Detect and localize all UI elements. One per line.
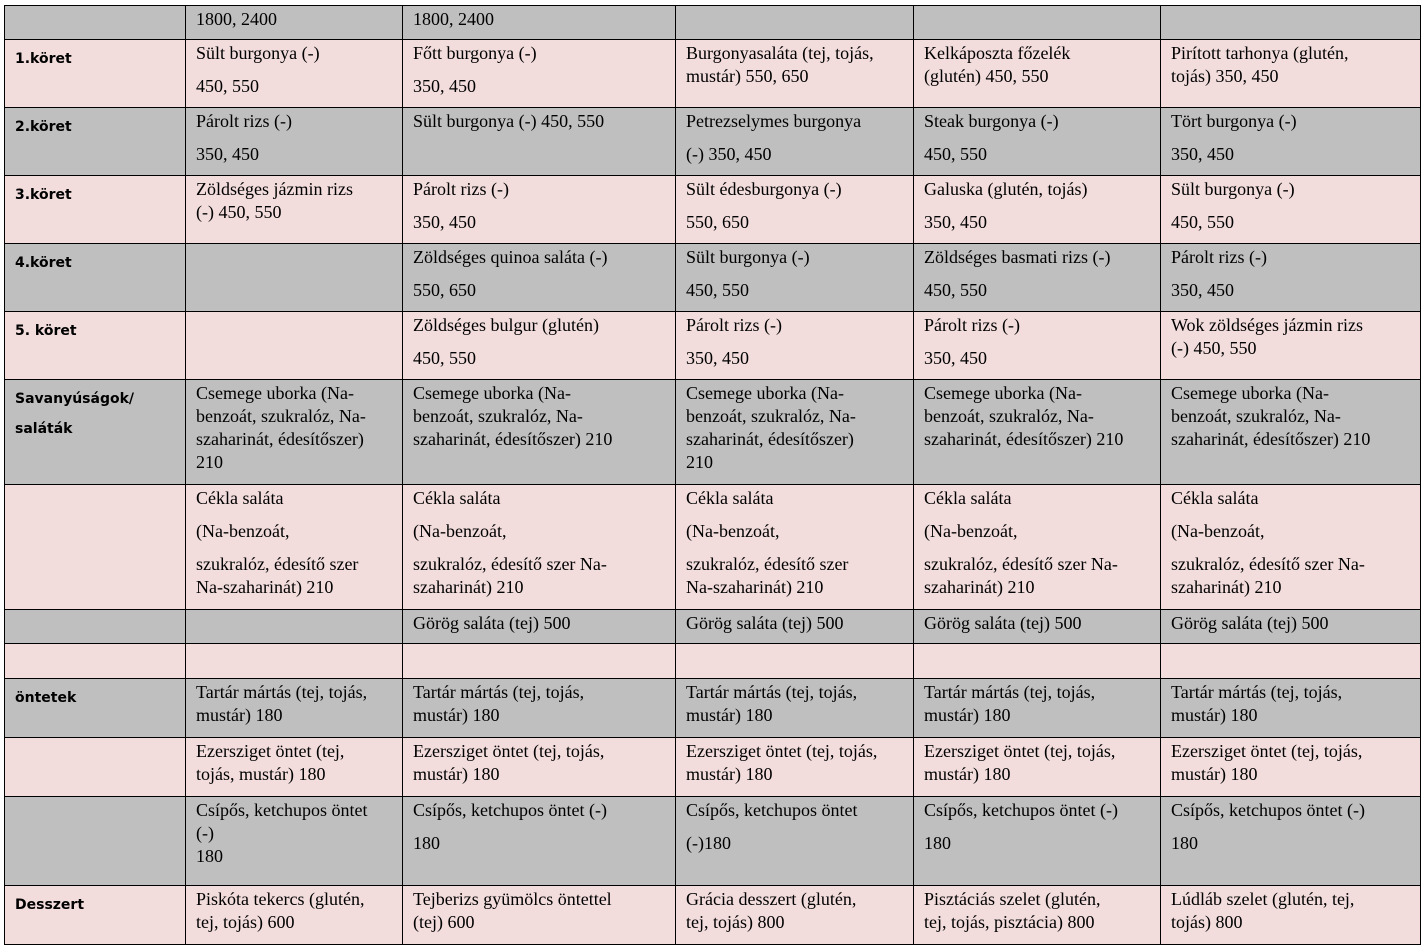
cell-text-line	[924, 269, 1150, 279]
cell-text-line: (Na-benzoát,	[1171, 521, 1265, 541]
cell-text-line: Tartár mártás (tej, tojás,	[196, 682, 368, 702]
menu-cell	[1161, 679, 1421, 738]
menu-cell	[914, 886, 1161, 945]
row-label-cell	[5, 644, 186, 679]
cell-text-line: mustár) 180	[686, 764, 773, 784]
menu-cell	[186, 6, 403, 40]
menu-row	[5, 312, 1421, 380]
menu-cell	[676, 176, 914, 244]
cell-text-line: tej, tojás) 600	[196, 912, 295, 932]
menu-cell	[186, 40, 403, 108]
cell-text-line: szaharinát, édesítőszer) 210	[1171, 429, 1371, 449]
cell-text-line	[686, 337, 903, 347]
row-label-cell	[5, 679, 186, 738]
cell-text-line	[413, 543, 665, 553]
cell-text-line: Cékla saláta	[1171, 488, 1259, 508]
menu-cell	[914, 797, 1161, 886]
cell-text-line: mustár) 180	[686, 705, 773, 725]
menu-cell	[1161, 380, 1421, 485]
menu-cell	[1161, 176, 1421, 244]
cell-text-line: Csípős, ketchupos öntet (-)	[924, 800, 1118, 820]
cell-text-line	[413, 269, 665, 279]
cell-text-line: benzoát, szukralóz, Na-	[196, 406, 366, 426]
menu-cell	[676, 797, 914, 886]
cell-text-line: Ezersziget öntet (tej, tojás,	[924, 741, 1116, 761]
cell-text-line	[196, 510, 392, 520]
cell-text-line	[924, 510, 1150, 520]
cell-text-line	[413, 822, 665, 832]
cell-text-line: Steak burgonya (-)	[924, 111, 1059, 131]
menu-cell	[403, 40, 676, 108]
cell-text-line	[1171, 822, 1410, 832]
cell-text-line: szukralóz, édesítő szer Na-	[413, 554, 607, 574]
row-label-cell	[5, 176, 186, 244]
menu-cell	[1161, 6, 1421, 40]
cell-text-line: (Na-benzoát,	[924, 521, 1018, 541]
menu-cell	[186, 244, 403, 312]
cell-text-line	[686, 201, 903, 211]
cell-text-line: mustár) 180	[1171, 764, 1258, 784]
menu-cell	[914, 6, 1161, 40]
menu-cell	[914, 108, 1161, 176]
cell-text-line: Tejberizs gyümölcs öntettel	[413, 889, 612, 909]
row-label: 3.köret	[15, 187, 72, 203]
cell-text-line: benzoát, szukralóz, Na-	[924, 406, 1094, 426]
cell-text-line: Pisztáciás szelet (glutén,	[924, 889, 1101, 909]
menu-cell	[403, 679, 676, 738]
row-label-cell	[5, 738, 186, 797]
menu-row	[5, 40, 1421, 108]
cell-text-line: 550, 650	[413, 280, 476, 300]
cell-text-line	[413, 201, 665, 211]
cell-text-line	[413, 337, 665, 347]
menu-row	[5, 610, 1421, 644]
menu-cell	[914, 485, 1161, 610]
cell-text-line: szaharinát) 210	[1171, 577, 1282, 597]
row-label-cell	[5, 244, 186, 312]
cell-text-line: (-) 450, 550	[196, 202, 282, 222]
menu-cell	[403, 797, 676, 886]
menu-row	[5, 738, 1421, 797]
menu-cell	[676, 380, 914, 485]
cell-text-line: 350, 450	[413, 76, 476, 96]
cell-text-line: 350, 450	[924, 212, 987, 232]
cell-text-line: Zöldséges bulgur (glutén)	[413, 315, 599, 335]
cell-text-line: tojás) 350, 450	[1171, 66, 1279, 86]
cell-text-line: Galuska (glutén, tojás)	[924, 179, 1088, 199]
menu-cell	[186, 176, 403, 244]
cell-text-line: Zöldséges jázmin rizs	[196, 179, 353, 199]
cell-text-line: Sült burgonya (-)	[1171, 179, 1295, 199]
cell-text-line: 210	[196, 452, 223, 472]
cell-text-line: Na-szaharinát) 210	[686, 577, 824, 597]
menu-row	[5, 886, 1421, 945]
cell-text-line	[924, 337, 1150, 347]
menu-cell	[1161, 244, 1421, 312]
cell-text-line: (-)180	[686, 833, 731, 853]
cell-text-line: Főtt burgonya (-)	[413, 43, 537, 63]
menu-cell	[1161, 738, 1421, 797]
cell-text-line	[924, 201, 1150, 211]
cell-text-line: 180	[413, 833, 440, 853]
cell-text-line: Párolt rizs (-)	[924, 315, 1020, 335]
menu-cell	[186, 797, 403, 886]
cell-text-line: Cékla saláta	[686, 488, 774, 508]
cell-text-line: mustár) 180	[196, 705, 283, 725]
menu-cell	[914, 644, 1161, 679]
menu-row	[5, 6, 1421, 40]
row-label-cell	[5, 886, 186, 945]
menu-cell	[186, 679, 403, 738]
menu-cell	[403, 610, 676, 644]
cell-text-line	[1171, 510, 1410, 520]
cell-text-line	[1171, 201, 1410, 211]
cell-text-line: 1800, 2400	[196, 9, 277, 29]
cell-text-line: 350, 450	[1171, 144, 1234, 164]
cell-text-line: 450, 550	[924, 144, 987, 164]
menu-cell	[676, 40, 914, 108]
menu-cell	[186, 644, 403, 679]
cell-text-line	[686, 543, 903, 553]
cell-text-line: Piskóta tekercs (glutén,	[196, 889, 365, 909]
cell-text-line: (-) 450, 550	[1171, 338, 1257, 358]
row-label: saláták	[15, 421, 73, 437]
menu-row	[5, 176, 1421, 244]
menu-row	[5, 644, 1421, 679]
row-label: öntetek	[15, 690, 77, 706]
menu-cell	[186, 738, 403, 797]
row-label-cell	[5, 485, 186, 610]
cell-text-line: Na-szaharinát) 210	[196, 577, 334, 597]
cell-text-line: Burgonyasaláta (tej, tojás,	[686, 43, 874, 63]
cell-text-line: Párolt rizs (-)	[196, 111, 292, 131]
menu-table	[4, 5, 1421, 945]
cell-text-line: 350, 450	[686, 348, 749, 368]
cell-text-line: Lúdláb szelet (glutén, tej,	[1171, 889, 1355, 909]
cell-text-line: mustár) 180	[413, 705, 500, 725]
cell-text-line: 450, 550	[924, 280, 987, 300]
cell-text-line	[413, 65, 665, 75]
cell-text-line: szukralóz, édesítő szer Na-	[924, 554, 1118, 574]
row-label-cell	[5, 6, 186, 40]
cell-text-line: Tartár mártás (tej, tojás,	[924, 682, 1096, 702]
menu-cell	[1161, 485, 1421, 610]
row-label: 1.köret	[15, 51, 72, 67]
menu-cell	[403, 644, 676, 679]
cell-text-line: szukralóz, édesítő szer	[196, 554, 359, 574]
cell-text-line: 180	[924, 833, 951, 853]
menu-cell	[1161, 312, 1421, 380]
cell-text-line: tojás) 800	[1171, 912, 1243, 932]
menu-row	[5, 679, 1421, 738]
cell-text-line: Görög saláta (tej) 500	[1171, 613, 1329, 633]
menu-row	[5, 244, 1421, 312]
cell-text-line: Görög saláta (tej) 500	[413, 613, 571, 633]
menu-cell	[676, 108, 914, 176]
cell-text-line	[686, 510, 903, 520]
cell-text-line: 350, 450	[196, 144, 259, 164]
cell-text-line: tej, tojás, pisztácia) 800	[924, 912, 1095, 932]
menu-cell	[186, 312, 403, 380]
menu-cell	[403, 176, 676, 244]
cell-text-line: 180	[196, 846, 223, 866]
menu-cell	[186, 108, 403, 176]
cell-text-line: szukralóz, édesítő szer Na-	[1171, 554, 1365, 574]
menu-cell	[186, 485, 403, 610]
cell-text-line	[1171, 269, 1410, 279]
cell-text-line: Csípős, ketchupos öntet	[196, 800, 368, 820]
cell-text-line: tojás, mustár) 180	[196, 764, 326, 784]
cell-text-line: Görög saláta (tej) 500	[924, 613, 1082, 633]
cell-text-line: mustár) 550, 650	[686, 66, 809, 86]
cell-text-line: 450, 550	[686, 280, 749, 300]
cell-text-line: 450, 550	[196, 76, 259, 96]
menu-cell	[914, 738, 1161, 797]
cell-text-line: (tej) 600	[413, 912, 475, 932]
cell-text-line: Párolt rizs (-)	[1171, 247, 1267, 267]
cell-text-line	[924, 822, 1150, 832]
menu-cell	[914, 610, 1161, 644]
row-label: 5. köret	[15, 323, 77, 339]
menu-cell	[1161, 610, 1421, 644]
cell-text-line: Csípős, ketchupos öntet	[686, 800, 858, 820]
cell-text-line: Ezersziget öntet (tej, tojás,	[413, 741, 605, 761]
cell-text-line: szukralóz, édesítő szer	[686, 554, 849, 574]
menu-cell	[186, 380, 403, 485]
menu-row	[5, 485, 1421, 610]
cell-text-line: (glutén) 450, 550	[924, 66, 1049, 86]
cell-text-line: Csípős, ketchupos öntet (-)	[1171, 800, 1365, 820]
cell-text-line	[196, 65, 392, 75]
cell-text-line: Párolt rizs (-)	[413, 179, 509, 199]
cell-text-line: benzoát, szukralóz, Na-	[1171, 406, 1341, 426]
cell-text-line: Csemege uborka (Na-	[196, 383, 354, 403]
cell-text-line: mustár) 180	[413, 764, 500, 784]
cell-text-line: benzoát, szukralóz, Na-	[686, 406, 856, 426]
menu-cell	[403, 6, 676, 40]
cell-text-line: 180	[1171, 833, 1198, 853]
menu-cell	[676, 244, 914, 312]
cell-text-line: Tartár mártás (tej, tojás,	[686, 682, 858, 702]
menu-cell	[403, 485, 676, 610]
cell-text-line	[413, 510, 665, 520]
cell-text-line: szaharinát, édesítőszer) 210	[413, 429, 613, 449]
cell-text-line: Párolt rizs (-)	[686, 315, 782, 335]
cell-text-line: 450, 550	[1171, 212, 1234, 232]
cell-text-line: Wok zöldséges jázmin rizs	[1171, 315, 1363, 335]
cell-text-line: Tartár mártás (tej, tojás,	[1171, 682, 1343, 702]
cell-text-line	[924, 543, 1150, 553]
cell-text-line: (-)	[196, 823, 214, 843]
cell-text-line: (Na-benzoát,	[686, 521, 780, 541]
row-label-cell	[5, 40, 186, 108]
menu-row	[5, 380, 1421, 485]
menu-cell	[676, 312, 914, 380]
cell-text-line	[686, 269, 903, 279]
cell-text-line: szaharinát, édesítőszer) 210	[924, 429, 1124, 449]
cell-text-line: Cékla saláta	[413, 488, 501, 508]
menu-cell	[914, 176, 1161, 244]
cell-text-line: Petrezselymes burgonya	[686, 111, 862, 131]
menu-cell	[676, 644, 914, 679]
row-label: Desszert	[15, 897, 85, 913]
menu-cell	[403, 244, 676, 312]
menu-cell	[914, 244, 1161, 312]
cell-text-line: mustár) 180	[924, 705, 1011, 725]
row-label-cell	[5, 610, 186, 644]
menu-cell	[914, 380, 1161, 485]
cell-text-line	[1171, 133, 1410, 143]
menu-cell	[403, 380, 676, 485]
menu-cell	[914, 40, 1161, 108]
cell-text-line: Cékla saláta	[196, 488, 284, 508]
menu-cell	[403, 886, 676, 945]
cell-text-line: Csemege uborka (Na-	[413, 383, 571, 403]
row-label-cell	[5, 108, 186, 176]
row-label-cell	[5, 797, 186, 886]
cell-text-line: Ezersziget öntet (tej, tojás,	[686, 741, 878, 761]
cell-text-line: Sült burgonya (-)	[196, 43, 320, 63]
cell-text-line: benzoát, szukralóz, Na-	[413, 406, 583, 426]
cell-text-line	[196, 133, 392, 143]
cell-text-line: Sült édesburgonya (-)	[686, 179, 842, 199]
cell-text-line: 350, 450	[1171, 280, 1234, 300]
cell-text-line: 350, 450	[413, 212, 476, 232]
cell-text-line: Tört burgonya (-)	[1171, 111, 1297, 131]
menu-cell	[403, 312, 676, 380]
row-label-cell	[5, 312, 186, 380]
cell-text-line: Zöldséges quinoa saláta (-)	[413, 247, 608, 267]
menu-cell	[1161, 40, 1421, 108]
cell-text-line: 1800, 2400	[413, 9, 494, 29]
row-label: Savanyúságok/	[15, 391, 135, 407]
menu-cell	[403, 738, 676, 797]
menu-cell	[1161, 886, 1421, 945]
menu-cell	[676, 6, 914, 40]
cell-text-line: Zöldséges basmati rizs (-)	[924, 247, 1111, 267]
cell-text-line: szaharinát) 210	[413, 577, 524, 597]
cell-text-line: szaharinát) 210	[924, 577, 1035, 597]
cell-text-line: Tartár mártás (tej, tojás,	[413, 682, 585, 702]
cell-text-line: (Na-benzoát,	[413, 521, 507, 541]
menu-cell	[1161, 108, 1421, 176]
cell-text-line: Csemege uborka (Na-	[686, 383, 844, 403]
menu-cell	[186, 610, 403, 644]
menu-cell	[676, 610, 914, 644]
cell-text-line	[1171, 543, 1410, 553]
cell-text-line: 210	[686, 452, 713, 472]
cell-text-line: 550, 650	[686, 212, 749, 232]
menu-row	[5, 108, 1421, 176]
menu-cell	[914, 679, 1161, 738]
menu-cell	[1161, 644, 1421, 679]
menu-row	[5, 797, 1421, 886]
menu-cell	[403, 108, 676, 176]
cell-text-line: Grácia desszert (glutén,	[686, 889, 857, 909]
cell-text-line: mustár) 180	[1171, 705, 1258, 725]
cell-text-line: Ezersziget öntet (tej,	[196, 741, 345, 761]
cell-text-line: (-) 350, 450	[686, 144, 772, 164]
cell-text-line: Csemege uborka (Na-	[924, 383, 1082, 403]
cell-text-line: Csípős, ketchupos öntet (-)	[413, 800, 607, 820]
cell-text-line: Görög saláta (tej) 500	[686, 613, 844, 633]
cell-text-line: Csemege uborka (Na-	[1171, 383, 1329, 403]
cell-text-line: Ezersziget öntet (tej, tojás,	[1171, 741, 1363, 761]
row-label: 4.köret	[15, 255, 72, 271]
cell-text-line: Sült burgonya (-)	[686, 247, 810, 267]
cell-text-line	[196, 543, 392, 553]
cell-text-line: Cékla saláta	[924, 488, 1012, 508]
menu-cell	[676, 738, 914, 797]
menu-table-body	[5, 6, 1421, 945]
menu-cell	[186, 886, 403, 945]
menu-cell	[676, 886, 914, 945]
cell-text-line: mustár) 180	[924, 764, 1011, 784]
menu-cell	[1161, 797, 1421, 886]
menu-cell	[676, 679, 914, 738]
cell-text-line: tej, tojás) 800	[686, 912, 785, 932]
cell-text-line: 450, 550	[413, 348, 476, 368]
cell-text-line: Sült burgonya (-) 450, 550	[413, 111, 605, 131]
menu-cell	[914, 312, 1161, 380]
cell-text-line	[686, 133, 903, 143]
cell-text-line: Pirított tarhonya (glutén,	[1171, 43, 1349, 63]
cell-text-line: Kelkáposzta főzelék	[924, 43, 1071, 63]
cell-text-line: szaharinát, édesítőszer)	[196, 429, 364, 449]
cell-text-line	[686, 822, 903, 832]
row-label-cell	[5, 380, 186, 485]
cell-text-line: (Na-benzoát,	[196, 521, 290, 541]
row-label: 2.köret	[15, 119, 72, 135]
cell-text-line	[924, 133, 1150, 143]
cell-text-line: szaharinát, édesítőszer)	[686, 429, 854, 449]
menu-cell	[676, 485, 914, 610]
cell-text-line: 350, 450	[924, 348, 987, 368]
